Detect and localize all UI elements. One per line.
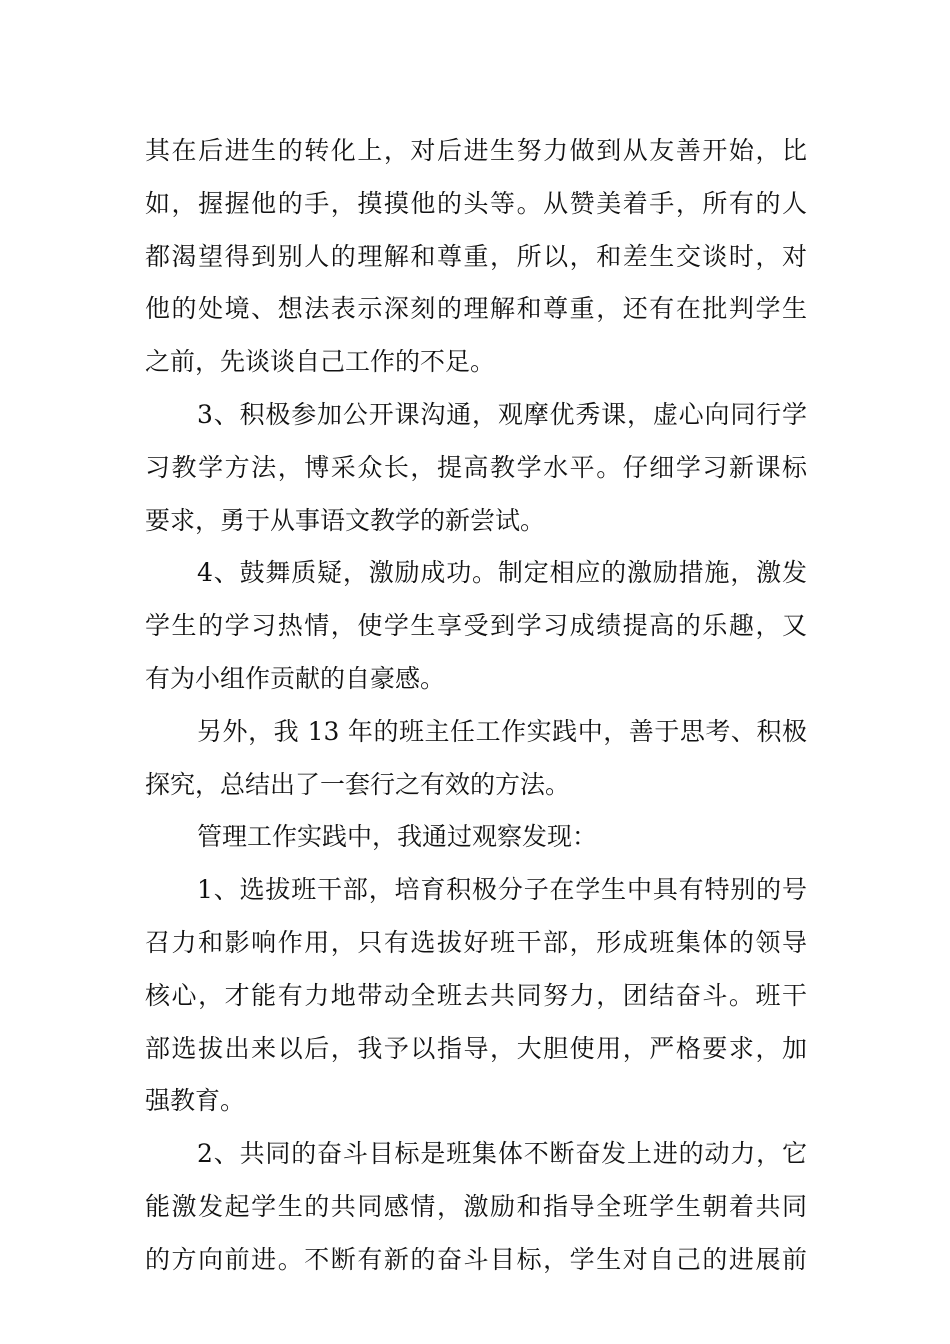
text-line: 他的处境、想法表示深刻的理解和尊重，还有在批判学生 [145,294,807,324]
text-line: 其在后进生的转化上，对后进生努力做到从友善开始，比 [145,136,807,165]
text-line: 强教育。 [145,1086,246,1116]
text-line: 有为小组作贡献的自豪感。 [145,663,446,693]
text-line: 习教学方法，博采众长，提高教学水平。仔细学习新课标 [145,452,807,482]
text-line: 都渴望得到别人的理解和尊重，所以，和差生交谈时，对 [145,241,807,271]
text-line: 要求，勇于从事语文教学的新尝试。 [145,505,546,535]
text-line: 的方向前进。不断有新的奋斗目标，学生对自己的进展前 [145,1244,807,1274]
text-line: 3、积极参加公开课沟通，观摩优秀课，虚心向同行学 [197,399,807,429]
text-line: 如，握握他的手，摸摸他的头等。从赞美着手，所有的人 [145,188,807,218]
text-line: 部选拔出来以后，我予以指导，大胆使用，严格要求，加 [145,1033,807,1063]
text-line: 能激发起学生的共同感情，激励和指导全班学生朝着共同 [145,1191,807,1221]
text-line: 之前，先谈谈自己工作的不足。 [145,347,496,377]
text-line: 4、鼓舞质疑，激励成功。制定相应的激励措施，激发 [197,558,807,588]
text-line: 管理工作实践中，我通过观察发现： [197,822,598,852]
text-line: 1、选拔班干部，培育积极分子在学生中具有特别的号 [197,875,807,905]
text-line: 另外，我 13 年的班主任工作实践中，善于思考、积极 [197,716,807,746]
text-line: 学生的学习热情，使学生享受到学习成绩提高的乐趣，又 [145,611,807,641]
text-line: 探究，总结出了一套行之有效的方法。 [145,769,571,799]
text-line: 召力和影响作用，只有选拔好班干部，形成班集体的领导 [145,927,807,957]
body-text [145,125,807,1287]
text-line: 2、共同的奋斗目标是班集体不断奋发上进的动力，它 [197,1139,807,1169]
text-line: 核心，才能有力地带动全班去共同努力，团结奋斗。班干 [145,980,807,1010]
